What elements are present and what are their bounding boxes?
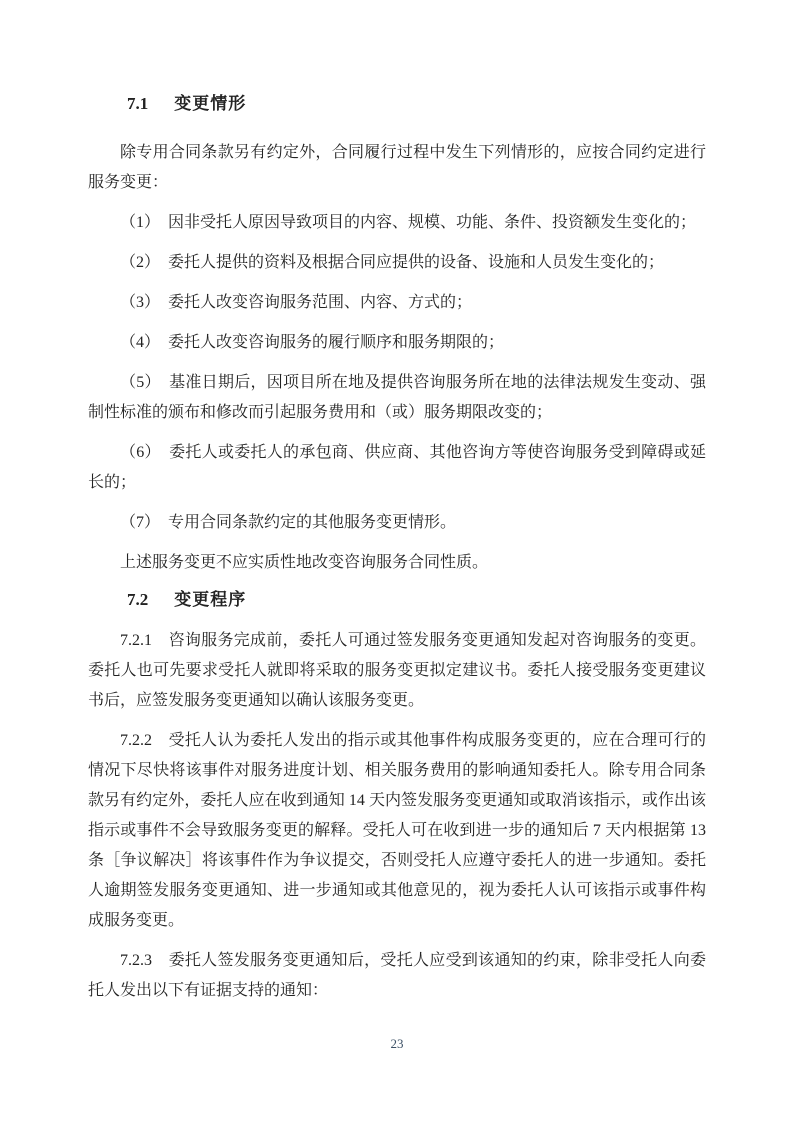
clause-list-item-4: （4） 委托人改变咨询服务的履行顺序和服务期限的； xyxy=(120,334,505,351)
clause-list-item-7: （7） 专用合同条款约定的其他服务变更情形。 xyxy=(120,514,457,531)
clause-paragraph-7-2-1: 7.2.1 咨询服务完成前，委托人可通过签发服务变更通知发起对咨询服务的变更。委托人也可先要求受托人就即将采取的服务变更拟定建议书。委托人接受服务变更建议书后，应签发服务变更通知以确认该服务变更。 xyxy=(88,632,706,709)
section-title: 变更情形 xyxy=(174,94,247,113)
clause-paragraph-7-2-3: 7.2.3 委托人签发服务变更通知后，受托人应受到该通知的约束，除非受托人向委托人发出以下有证据支持的通知： xyxy=(88,952,706,999)
section-number: 7.2 xyxy=(127,590,149,609)
section-number: 7.1 xyxy=(127,94,149,113)
section-title: 变更程序 xyxy=(174,590,247,609)
section-heading-7-1 xyxy=(88,92,706,116)
clause-paragraph: 除专用合同条款另有约定外，合同履行过程中发生下列情形的，应按合同约定进行服务变更： xyxy=(88,144,706,191)
clause-list-item-1: （1） 因非受托人原因导致项目的内容、规模、功能、条件、投资额发生变化的； xyxy=(120,214,697,231)
clause-paragraph-7-2-2: 7.2.2 受托人认为委托人发出的指示或其他事件构成服务变更的，应在合理可行的情况下尽快将该事件对服务进度计划、相关服务费用的影响通知委托人。除专用合同条款另有约定外，委托人应在收到通知 14 天内签发服务变更通知或取消该指示，或作出该指示或事件不会导致服务变更的解释。受托人可在收到进一步的通知后 7 天内根据第 13 条［争议解决］将该事件作为争议提交，否则受托人应遵守委托人的进一步通知。委托人逾期签发服务变更通知、进一步通知或其他意见的，视为委托人认可该指示或事件构成服务变更。 xyxy=(88,732,706,929)
clause-list-item-5: （5） 基准日期后，因项目所在地及提供咨询服务所在地的法律法规发生变动、强制性标准的颁布和修改而引起服务费用和（或）服务期限改变的； xyxy=(88,374,706,421)
clause-paragraph-summary: 上述服务变更不应实质性地改变咨询服务合同性质。 xyxy=(120,554,489,571)
clause-list-item-2: （2） 委托人提供的资料及根据合同应提供的设备、设施和人员发生变化的； xyxy=(120,254,665,271)
clause-list-item-3: （3） 委托人改变咨询服务范围、内容、方式的； xyxy=(120,294,473,311)
page-number: 23 xyxy=(390,1036,404,1051)
clause-list-item-6: （6） 委托人或委托人的承包商、供应商、其他咨询方等使咨询服务受到障碍或延长的； xyxy=(88,444,706,491)
section-heading-7-2 xyxy=(88,588,706,612)
